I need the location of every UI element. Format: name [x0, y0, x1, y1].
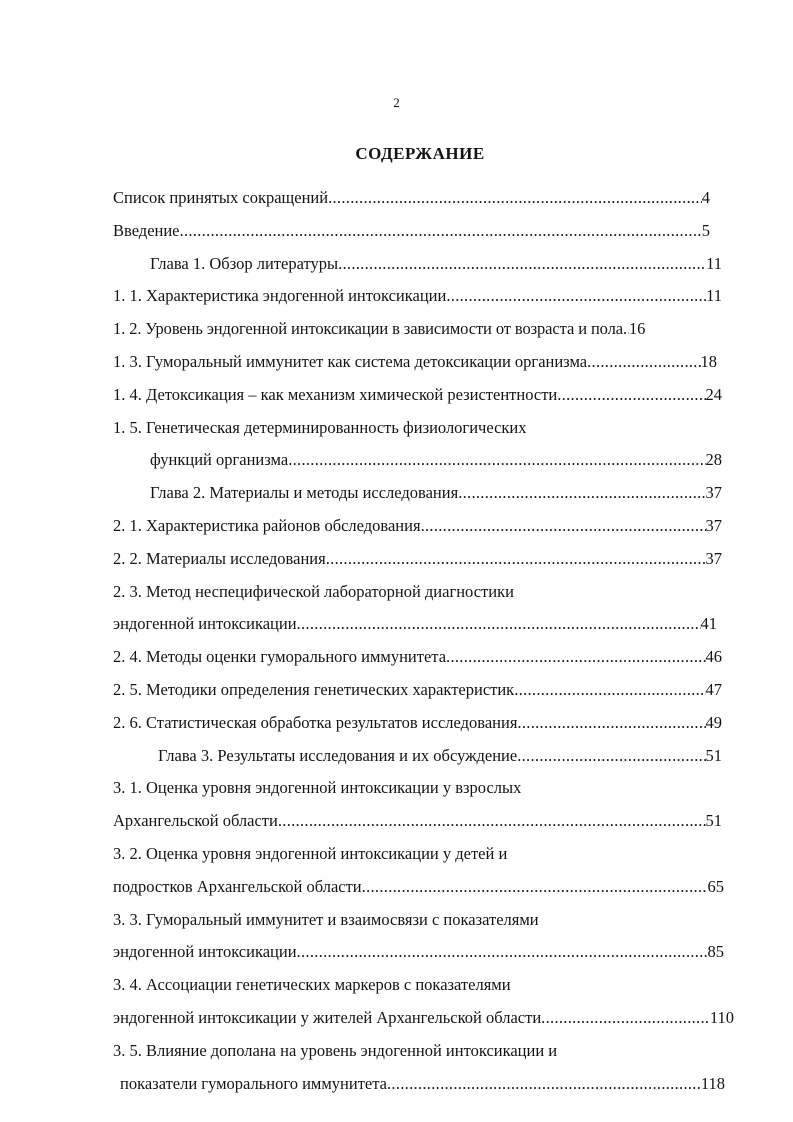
toc-page-number: 65: [707, 876, 724, 896]
toc-entry-3-3[interactable]: [0, 936, 793, 969]
toc-entry-3-1[interactable]: [0, 805, 793, 838]
dot-leader: [557, 379, 705, 412]
toc-entry-2-3[interactable]: [0, 608, 793, 641]
dot-leader: [446, 641, 705, 674]
page-title: СОДЕРЖАНИЕ: [355, 144, 485, 163]
toc-page-number: 16: [628, 319, 646, 339]
toc-entry-1-5-line1[interactable]: [0, 412, 793, 445]
dot-leader: [514, 674, 705, 707]
dot-leader: [517, 707, 705, 740]
table-of-contents: [0, 182, 793, 1100]
toc-page-number: 11: [706, 253, 722, 273]
toc-page-number: 110: [709, 1007, 734, 1027]
toc-entry-title: 3. 2. Оценка уровня эндогенной интоксикации у детей и: [113, 843, 508, 863]
toc-entry-1-4[interactable]: [0, 379, 793, 412]
toc-entry-title: Список принятых сокращений: [113, 188, 329, 207]
dot-leader: [421, 510, 706, 543]
toc-page-number: 11: [706, 286, 722, 306]
dot-leader: [297, 936, 708, 969]
toc-entry-title: эндогенной интоксикации: [113, 942, 297, 962]
toc-entry-title: 1. 5. Генетическая детерминированность физиологических: [113, 417, 527, 437]
toc-entry-2-2[interactable]: [0, 543, 793, 576]
toc-entry-2-1[interactable]: [0, 510, 793, 543]
toc-page-number: 5: [701, 220, 710, 240]
toc-entry-title: 3. 1. Оценка уровня эндогенной интоксикации у взрослых: [113, 778, 522, 798]
toc-entry-3-2[interactable]: [0, 871, 793, 904]
dot-leader: [362, 871, 708, 904]
dot-leader: [458, 477, 705, 510]
dot-leader: [446, 280, 706, 313]
toc-entry-title: 2. 1. Характеристика районов обследования: [113, 515, 421, 535]
toc-page-number: 46: [705, 647, 722, 667]
toc-entry-chapter-3[interactable]: [0, 740, 793, 773]
toc-entry-3-4-line1[interactable]: [0, 969, 793, 1002]
toc-entry-3-5[interactable]: [0, 1068, 793, 1101]
dot-leader: [278, 805, 706, 838]
toc-entry-title: 3. 5. Влияние дополана на уровень эндогенной интоксикации и: [113, 1040, 558, 1060]
toc-page-number: 51: [705, 745, 722, 765]
toc-page-number: 28: [705, 450, 722, 470]
toc-entry-title: подростков Архангельской области: [113, 876, 362, 896]
toc-entry-3-2-line1[interactable]: [0, 838, 793, 871]
toc-entry-2-3-line1[interactable]: [0, 576, 793, 609]
toc-entry-2-6[interactable]: [0, 707, 793, 740]
toc-entry-title: Глава 1. Обзор литературы: [150, 253, 339, 273]
toc-page-number: 4: [701, 188, 710, 207]
toc-page-number: 85: [707, 942, 724, 962]
toc-page-number: 18: [700, 351, 717, 371]
toc-entry-title: эндогенной интоксикации у жителей Архангельской области: [113, 1007, 542, 1027]
dot-leader: [587, 346, 700, 379]
toc-page-number: 37: [705, 548, 722, 568]
toc-page-number: 24: [705, 384, 722, 404]
toc-entry-title: 1. 3. Гуморальный иммунитет как система детоксикации организма: [113, 351, 588, 371]
toc-entry-1-5[interactable]: [0, 444, 793, 477]
toc-entry-title: функций организма: [150, 450, 289, 470]
dot-leader: [328, 182, 702, 215]
toc-entry-2-5[interactable]: [0, 674, 793, 707]
toc-page-number: 37: [705, 515, 722, 535]
dot-leader: [288, 444, 705, 477]
dot-leader: [338, 248, 706, 281]
toc-entry-introduction[interactable]: [0, 215, 793, 248]
toc-entry-title: 2. 6. Статистическая обработка результатов исследования: [113, 712, 518, 732]
toc-entry-1-3[interactable]: [0, 346, 793, 379]
toc-entry-title: эндогенной интоксикации: [113, 614, 297, 634]
toc-entry-title: 2. 2. Материалы исследования: [113, 548, 326, 568]
toc-entry-3-5-line1[interactable]: [0, 1035, 793, 1068]
page-number: 2: [393, 95, 400, 110]
dot-leader: [541, 1002, 710, 1035]
toc-page-number: 41: [700, 614, 717, 634]
toc-entry-1-2[interactable]: [0, 313, 793, 346]
toc-entry-title: 2. 4. Методы оценки гуморального иммунитета: [113, 647, 447, 667]
toc-entry-abbreviations[interactable]: [0, 182, 793, 215]
toc-page-number: 47: [705, 679, 722, 699]
toc-page-number: 37: [705, 483, 722, 503]
dot-leader: [387, 1068, 701, 1101]
toc-entry-title: 3. 3. Гуморальный иммунитет и взаимосвязи с показателями: [113, 909, 539, 929]
dot-leader: [517, 740, 705, 773]
toc-entry-title: 2. 5. Методики определения генетических характеристик: [113, 679, 515, 699]
toc-entry-3-1-line1[interactable]: [0, 772, 793, 805]
toc-entry-title: 3. 4. Ассоциации генетических маркеров с показателями: [113, 975, 511, 995]
toc-entry-title: Глава 2. Материалы и методы исследования: [150, 483, 459, 503]
toc-entry-title: 1. 2. Уровень эндогенной интоксикации в зависимости от возраста и пола: [113, 319, 623, 339]
toc-entry-2-4[interactable]: [0, 641, 793, 674]
toc-entry-title: 2. 3. Метод неспецифической лабораторной диагностики: [113, 581, 514, 601]
toc-page-number: 51: [705, 811, 722, 831]
dot-leader: [180, 215, 702, 248]
toc-entry-title: 1. 4. Детоксикация – как механизм химической резистентности: [113, 384, 558, 404]
toc-entry-3-4[interactable]: [0, 1002, 793, 1035]
toc-entry-chapter-2[interactable]: [0, 477, 793, 510]
toc-page-number: 49: [705, 712, 722, 732]
toc-entry-title: Глава 3. Результаты исследования и их обсуждение: [158, 745, 518, 765]
dot-leader: [326, 543, 706, 576]
toc-page-number: 118: [700, 1073, 725, 1093]
toc-entry-title: 1. 1. Характеристика эндогенной интоксикации: [113, 286, 447, 306]
dot-leader: [297, 608, 701, 641]
toc-entry-1-1[interactable]: [0, 280, 793, 313]
toc-entry-3-3-line1[interactable]: [0, 904, 793, 937]
toc-entry-chapter-1[interactable]: [0, 248, 793, 281]
toc-entry-title: показатели гуморального иммунитета: [120, 1073, 387, 1093]
toc-entry-title: Архангельской области: [113, 811, 278, 831]
toc-entry-title: Введение: [113, 220, 180, 240]
